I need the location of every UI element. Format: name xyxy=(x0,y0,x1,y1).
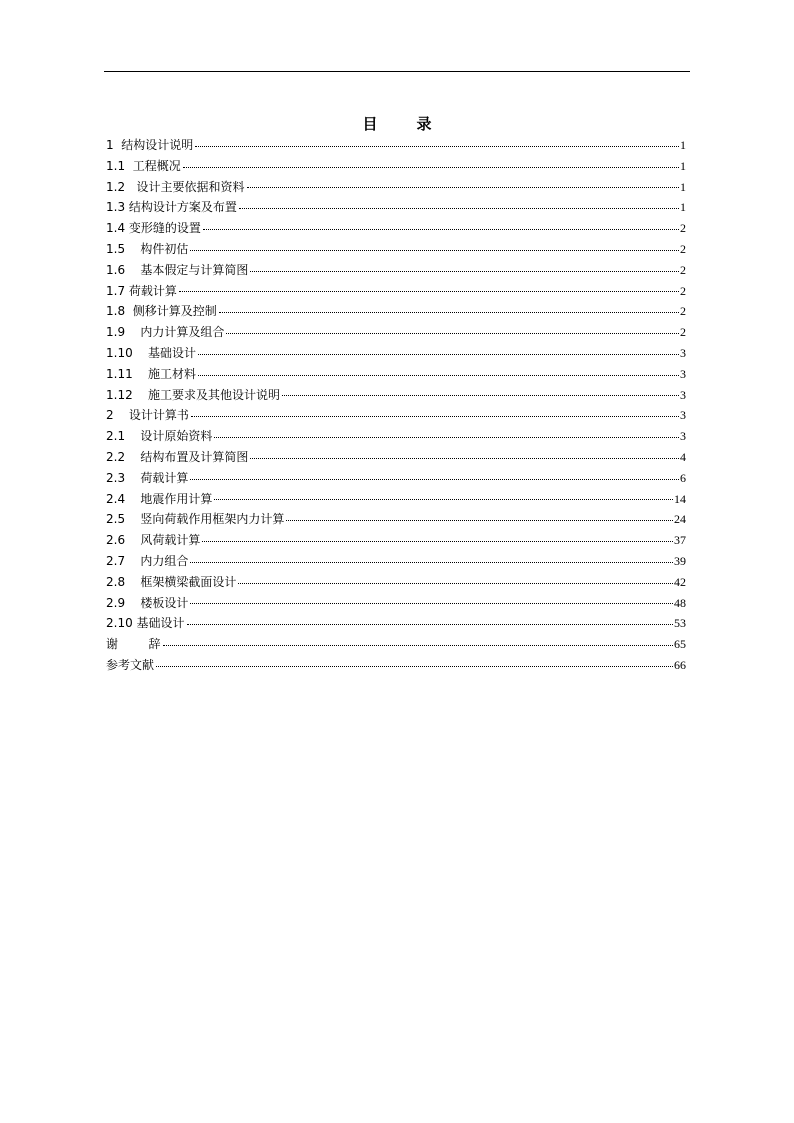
toc-entry-label: 1.8 侧移计算及控制 xyxy=(106,304,217,319)
toc-entry-label: 2 设计计算书 xyxy=(106,408,189,423)
toc-entry[interactable] xyxy=(106,593,686,614)
toc-entry-page: 1 xyxy=(680,158,686,173)
toc-entry-page: 3 xyxy=(680,429,686,444)
toc-entry[interactable] xyxy=(106,135,686,156)
toc-entry-label: 2.7 内力组合 xyxy=(106,553,189,568)
toc-entry-page: 3 xyxy=(680,366,686,381)
toc-entry-page: 48 xyxy=(674,595,686,610)
toc-entry-label: 1.6 基本假定与计算简图 xyxy=(106,262,249,277)
toc-entry-label: 2.3 荷载计算 xyxy=(106,470,189,485)
toc-entry[interactable] xyxy=(106,426,686,447)
dot-leader xyxy=(156,665,673,667)
toc-entry-page: 66 xyxy=(674,657,686,672)
toc-entry-page: 3 xyxy=(680,387,686,402)
toc-entry-label: 2.5 竖向荷载作用框架内力计算 xyxy=(106,512,285,527)
toc-entry-page: 2 xyxy=(680,262,686,277)
toc-entry-label: 2.2 结构布置及计算简图 xyxy=(106,449,249,464)
toc-entry-label: 1.4 变形缝的设置 xyxy=(106,221,201,236)
toc-entry-page: 24 xyxy=(674,512,686,527)
toc-entry[interactable] xyxy=(106,489,686,510)
toc-entry-label: 2.9 楼板设计 xyxy=(106,595,189,610)
toc-entry[interactable] xyxy=(106,468,686,489)
toc-entry[interactable] xyxy=(106,551,686,572)
toc-entry-label: 1.10 基础设计 xyxy=(106,345,196,360)
dot-leader xyxy=(190,478,679,480)
toc-entry-page: 1 xyxy=(680,179,686,194)
toc-entry-label: 2.1 设计原始资料 xyxy=(106,429,213,444)
toc-entry-page: 2 xyxy=(680,221,686,236)
dot-leader xyxy=(203,228,679,230)
toc-entry[interactable] xyxy=(106,447,686,468)
toc-entry[interactable] xyxy=(106,385,686,406)
toc-entry-page: 37 xyxy=(674,533,686,548)
dot-leader xyxy=(195,145,679,147)
dot-leader xyxy=(250,270,679,272)
dot-leader xyxy=(183,166,679,168)
toc-entry-page: 53 xyxy=(674,616,686,631)
toc-entry-label: 参考文献 xyxy=(106,657,155,672)
dot-leader xyxy=(286,519,673,521)
toc-title: 目 录 xyxy=(362,115,444,133)
toc-entry[interactable] xyxy=(106,156,686,177)
toc-entry[interactable] xyxy=(106,509,686,530)
toc-entry[interactable] xyxy=(106,197,686,218)
toc-entry-label: 2.8 框架横梁截面设计 xyxy=(106,574,237,589)
toc-entry-label: 1.7 荷载计算 xyxy=(106,283,177,298)
dot-leader xyxy=(163,644,673,646)
toc-entry-page: 2 xyxy=(680,283,686,298)
dot-leader xyxy=(282,394,679,396)
toc-entry-page: 2 xyxy=(680,325,686,340)
dot-leader xyxy=(247,186,679,188)
dot-leader xyxy=(190,561,673,563)
dot-leader xyxy=(190,249,679,251)
toc-entry-label: 2.4 地震作用计算 xyxy=(106,491,213,506)
toc-entry-page: 65 xyxy=(674,637,686,652)
toc-entry[interactable] xyxy=(106,364,686,385)
dot-leader xyxy=(198,374,679,376)
toc-entry-label: 1.3 结构设计方案及布置 xyxy=(106,200,237,215)
toc-entry-label: 2.10 基础设计 xyxy=(106,616,185,631)
dot-leader xyxy=(198,353,679,355)
toc-entry-page: 3 xyxy=(680,408,686,423)
toc-entry-page: 42 xyxy=(674,574,686,589)
toc-entry-label: 1 结构设计说明 xyxy=(106,138,194,152)
dot-leader xyxy=(226,332,679,334)
dot-leader xyxy=(179,290,679,292)
toc-entry-label: 1.1 工程概况 xyxy=(106,158,181,173)
toc-list xyxy=(106,135,686,676)
dot-leader xyxy=(214,498,673,500)
toc-entry-label: 1.11 施工材料 xyxy=(106,366,196,381)
dot-leader xyxy=(187,623,673,625)
toc-entry-label: 1.5 构件初估 xyxy=(106,241,189,256)
toc-entry-page: 4 xyxy=(680,449,686,464)
toc-entry[interactable] xyxy=(106,655,686,676)
toc-entry[interactable] xyxy=(106,281,686,302)
toc-entry[interactable] xyxy=(106,239,686,260)
toc-entry-page: 1 xyxy=(680,138,686,152)
toc-entry[interactable] xyxy=(106,613,686,634)
toc-entry-page: 2 xyxy=(680,241,686,256)
toc-entry[interactable] xyxy=(106,634,686,655)
toc-entry-label: 1.9 内力计算及组合 xyxy=(106,325,225,340)
toc-entry-page: 6 xyxy=(680,470,686,485)
toc-entry[interactable] xyxy=(106,322,686,343)
toc-entry-page: 2 xyxy=(680,304,686,319)
dot-leader xyxy=(219,311,679,313)
toc-entry-label: 谢 辞 xyxy=(106,637,161,652)
dot-leader xyxy=(202,540,673,542)
toc-entry-label: 1.2 设计主要依据和资料 xyxy=(106,179,245,194)
toc-entry-label: 2.6 风荷载计算 xyxy=(106,533,201,548)
toc-entry-page: 14 xyxy=(674,491,686,506)
toc-entry-page: 3 xyxy=(680,345,686,360)
dot-leader xyxy=(214,436,679,438)
toc-entry[interactable] xyxy=(106,343,686,364)
toc-entry[interactable] xyxy=(106,301,686,322)
dot-leader xyxy=(238,582,673,584)
toc-entry-page: 39 xyxy=(674,553,686,568)
dot-leader xyxy=(191,415,679,417)
toc-entry[interactable] xyxy=(106,218,686,239)
toc-entry-page: 1 xyxy=(680,200,686,215)
dot-leader xyxy=(239,207,679,209)
dot-leader xyxy=(190,602,673,604)
toc-entry[interactable] xyxy=(106,260,686,281)
toc-entry[interactable] xyxy=(106,572,686,593)
toc-entry-label: 1.12 施工要求及其他设计说明 xyxy=(106,387,280,402)
dot-leader xyxy=(250,457,679,459)
header-rule xyxy=(104,71,690,72)
toc-entry[interactable] xyxy=(106,405,686,426)
toc-entry[interactable] xyxy=(106,177,686,198)
toc-entry[interactable] xyxy=(106,530,686,551)
